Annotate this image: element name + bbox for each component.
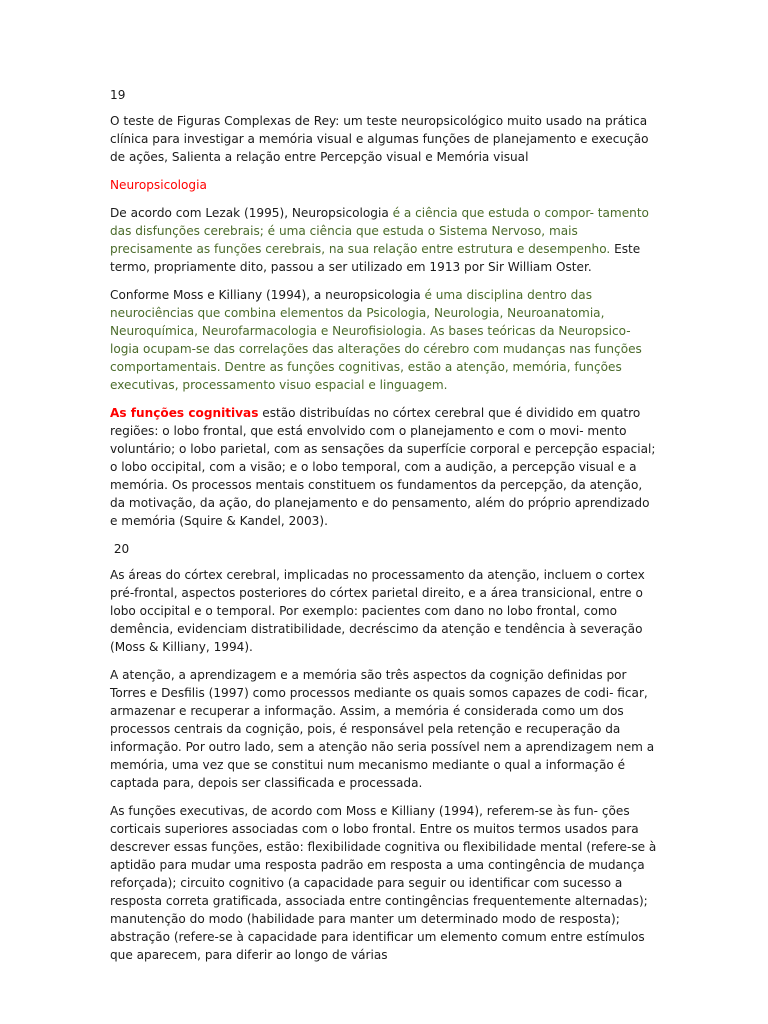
- page-number: 20: [110, 542, 130, 556]
- lezak-text-end: Este termo, propriamente dito, passou a ser utilizado em 1913 por Sir William Oster.: [110, 242, 641, 274]
- executive-functions-paragraph: As funções executivas, de acordo com Moss e Killiany (1994), referem-se às fun- ções corticais superiores associadas com o lobo frontal. Entre os muitos termos usados para descrever essas funções, estão: flexibilidade cognitiva ou flexibilidade mental (refere-se à aptidão para mudar uma resposta padrão em resposta a uma contingência de mudança reforçada); circuito cognitivo (a capacidade para seguir ou identificar com sucesso a resposta correta gratificada, associada entre contingências frequentemente alternadas); manutenção do modo (habilidade para manter um determinado modo de resposta); abstração (refere-se à capacidade para identificar um elemento comum entre estímulos que aparecem, para diferir ao longo de várias: [110, 804, 657, 962]
- attention-memory-paragraph: A atenção, a aprendizagem e a memória são três aspectos da cognição definidas por Torres e Desfilis (1997) como processos mediante os quais somos capazes de codi- ficar, armazenar e recuperar a informação. Assim, a memória é considerada como um dos processos centrais da cognição, pois, é responsável pela retenção e recuperação da informação. Por outro lado, sem a atenção não seria possível nem a aprendizagem nem a memória, uma vez que se constitui num mecanismo mediante o qual a informação é captada para, depois ser classificada e processada.: [110, 668, 655, 790]
- moss-definition: é uma disciplina dentro das neurociências que combina elementos da Psicologia, Neurologia, Neuroanatomia, Neuroquímica, Neurofarmacologia e Neurofisiologia. As bases teóricas da Neuropsico- logia ocupam-se das correlações das alterações do cérebro com mudanças nas funções comportamentais. Dentre as funções cognitivas, estão a atenção, memória, funções executivas, processamento visuo espacial e linguagem.: [110, 288, 642, 392]
- page-number: 19: [110, 88, 126, 102]
- lezak-definition: é a ciência que estuda o compor- tamento das disfunções cerebrais; é uma ciência que estuda o Sistema Nervoso, mais precisamente as funções cerebrais, na sua relação entre estrutura e desempenho.: [110, 206, 649, 256]
- cognitive-functions-text: estão distribuídas no córtex cerebral que é dividido em quatro regiões: o lobo frontal, que está envolvido com o planejamento e com o movi- mento voluntário; o lobo parietal, com as sensações da superfície corporal e percepção espacial; o lobo occipital, com a visão; e o lobo temporal, com a audição, a percepção visual e a memória. Os processos mentais constituem os fundamentos da percepção, da atenção, da motivação, da ação, do planejamento e do pensamento, além do próprio aprendizado e memória (Squire & Kandel, 2003).: [110, 406, 656, 528]
- lezak-paragraph: [110, 204, 660, 276]
- attention-areas-paragraph: As áreas do córtex cerebral, implicadas no processamento da atenção, incluem o cortex pré-frontal, aspectos posteriores do córtex parietal direito, e a área transicional, entre o lobo occipital e o temporal. Por exemplo: pacientes com dano no lobo frontal, como demência, evidenciam distratibilidade, decréscimo da atenção e tendência à severação (Moss & Killiany, 1994).: [110, 568, 645, 654]
- moss-text-start: Conforme Moss e Killiany (1994), a neuropsicologia: [110, 288, 425, 302]
- lezak-text-start: De acordo com Lezak (1995), Neuropsicologia: [110, 206, 393, 220]
- moss-paragraph: [110, 286, 660, 394]
- cognitive-functions-paragraph: [110, 404, 660, 530]
- intro-paragraph: O teste de Figuras Complexas de Rey: um teste neuropsicológico muito usado na prática clínica para investigar a memória visual e algumas funções de planejamento e execução de ações, Salienta a relação entre Percepção visual e Memória visual: [110, 114, 649, 164]
- cognitive-functions-label: As funções cognitivas: [110, 406, 259, 420]
- section-heading: Neuropsicologia: [110, 178, 207, 192]
